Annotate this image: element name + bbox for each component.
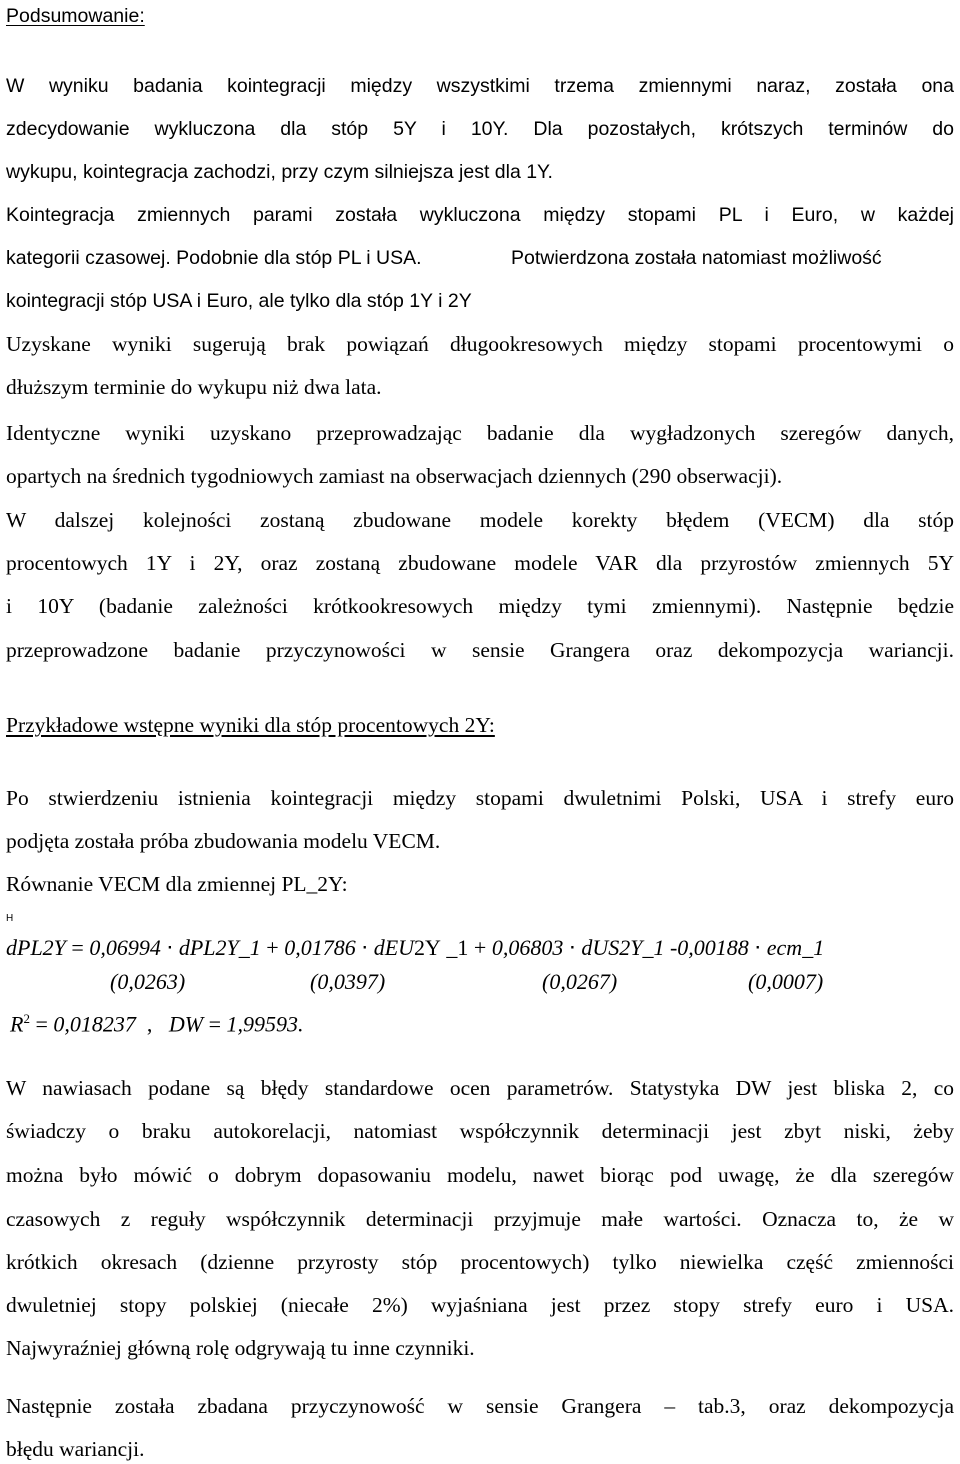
eq-r2-label: R bbox=[10, 1011, 24, 1037]
text-line: Najwyraźniej główną rolę odgrywają tu inne czynniki. bbox=[6, 1336, 475, 1360]
eq-term-ecm: ecm_1 bbox=[766, 935, 825, 960]
eq-coef-3: 0,00188 bbox=[677, 935, 749, 960]
text-line: czasowych z reguły współczynnik determinacji przyjmuje małe wartości. Oznacza to, że w bbox=[6, 1207, 954, 1231]
eq-coef-2: 0,06803 bbox=[491, 935, 564, 960]
text-line: kointegracji stóp USA i Euro, ale tylko dla stóp 1Y i 2Y bbox=[6, 290, 472, 312]
eq-coef-1: 0,01786 bbox=[284, 935, 356, 960]
eq-term-dpl2y: dPL2Y_1 bbox=[178, 935, 261, 960]
text-line: podjęta została próba zbudowania modelu VECM. bbox=[6, 829, 441, 853]
text-line: Po stwierdzeniu istnienia kointegracji między stopami dwuletnimi Polski, USA i strefy euro bbox=[6, 786, 954, 810]
text-line: dwuletniej stopy polskiej (niecałe 2%) wyjaśniana jest przez stopy strefy euro i USA. bbox=[6, 1293, 954, 1317]
text-line-content: W wyniku badania kointegracji między wszystkimi trzema zmiennymi naraz, została ona bbox=[6, 75, 954, 97]
text-line: przeprowadzone badanie przyczynowości w sensie Grangera oraz dekompozycja wariancji. bbox=[6, 638, 954, 662]
text-line: W nawiasach podane są błędy standardowe ocen parametrów. Statystyka DW jest bliska 2, co bbox=[6, 1076, 954, 1100]
eq-term-deu-a: dEU bbox=[373, 935, 415, 960]
text-line bbox=[6, 72, 954, 100]
text-line: Następnie została zbadana przyczynowość w sensie Grangera – tab.3, oraz dekompozycja bbox=[6, 1394, 954, 1418]
eq-se-1: (0,0263) bbox=[110, 969, 186, 994]
text-line: Potwierdzona została natomiast możliwość bbox=[511, 247, 882, 269]
text-line: W dalszej kolejności zostaną zbudowane modele korekty błędem (VECM) dla stóp bbox=[6, 508, 954, 532]
text-line: błędu wariancji. bbox=[6, 1437, 145, 1461]
eq-se-3: (0,0267) bbox=[542, 969, 618, 994]
eq-se-2: (0,0397) bbox=[310, 969, 386, 994]
text-line: świadczy o braku autokorelacji, natomiast współczynnik determinacji jest zbyt niski, żeby bbox=[6, 1119, 954, 1143]
text-line: Uzyskane wyniki sugerują brak powiązań długookresowych między stopami procentowymi o bbox=[6, 332, 954, 356]
text-line: opartych na średnich tygodniowych zamiast na obserwacjach dziennych (290 obserwacji). bbox=[6, 464, 783, 488]
equation-line: dPL2Y = 0,06994 ⋅ dPL2Y_1 + 0,01786 ⋅ dEU2Y _1 + 0,06803 ⋅ dUS2Y_1 -0,00188 ⋅ ecm_1 bbox=[6, 935, 825, 960]
text-line: Kointegracja zmiennych parami została wykluczona między stopami PL i Euro, w każdej bbox=[6, 204, 954, 226]
page-title: Podsumowanie: bbox=[6, 5, 145, 27]
text-line: wykupu, kointegracja zachodzi, przy czym silniejsza jest dla 1Y. bbox=[6, 161, 553, 183]
eq-equals: = bbox=[71, 935, 84, 960]
eq-dw-value: 1,99593. bbox=[226, 1011, 304, 1037]
text-line: dłuższym terminie do wykupu niż dwa lata. bbox=[6, 375, 382, 399]
eq-term-dus2y: dUS2Y_1 bbox=[581, 935, 665, 960]
eq-r2-sup: 2 bbox=[23, 1011, 30, 1026]
eq-fit-stats: $R^2 = 0,018237$ , DW = 1,99593. bbox=[10, 1011, 304, 1037]
text-line: krótkich okresach (dzienne przyrosty stóp procentowych) tylko niewielka część zmienności bbox=[6, 1250, 954, 1274]
eq-const: 0,06994 bbox=[89, 935, 161, 960]
eq-dw-label: DW bbox=[168, 1011, 204, 1037]
text-line: procentowych 1Y i 2Y, oraz zostaną zbudowane modele VAR dla przyrostów zmiennych 5Y bbox=[6, 551, 954, 575]
eq-term-deu-c: _1 bbox=[446, 935, 469, 960]
text-line: kategorii czasowej. Podobnie dla stóp PL i USA. bbox=[6, 247, 422, 269]
section-title: Przykładowe wstępne wyniki dla stóp procentowych 2Y: bbox=[6, 713, 495, 737]
eq-se-4: (0,0007) bbox=[748, 969, 824, 994]
text-line: zdecydowanie wykluczona dla stóp 5Y i 10Y. Dla pozostałych, krótszych terminów do bbox=[6, 118, 954, 140]
text-line: Równanie VECM dla zmiennej PL_2Y: bbox=[6, 872, 348, 896]
text-line: można było mówić o dobrym dopasowaniu modelu, nawet biorąc pod uwagę, że dla szeregów bbox=[6, 1163, 954, 1187]
stray-mark: H bbox=[6, 913, 14, 924]
eq-lhs: dPL2Y bbox=[6, 935, 66, 960]
text-line: i 10Y (badanie zależności krótkookresowych między tymi zmiennymi). Następnie będzie bbox=[6, 594, 954, 618]
text-line: Identyczne wyniki uzyskano przeprowadzając badanie dla wygładzonych szeregów danych, bbox=[6, 421, 954, 445]
eq-term-deu-b: 2Y bbox=[414, 935, 441, 960]
eq-r2-value: 0,018237 bbox=[53, 1011, 136, 1037]
